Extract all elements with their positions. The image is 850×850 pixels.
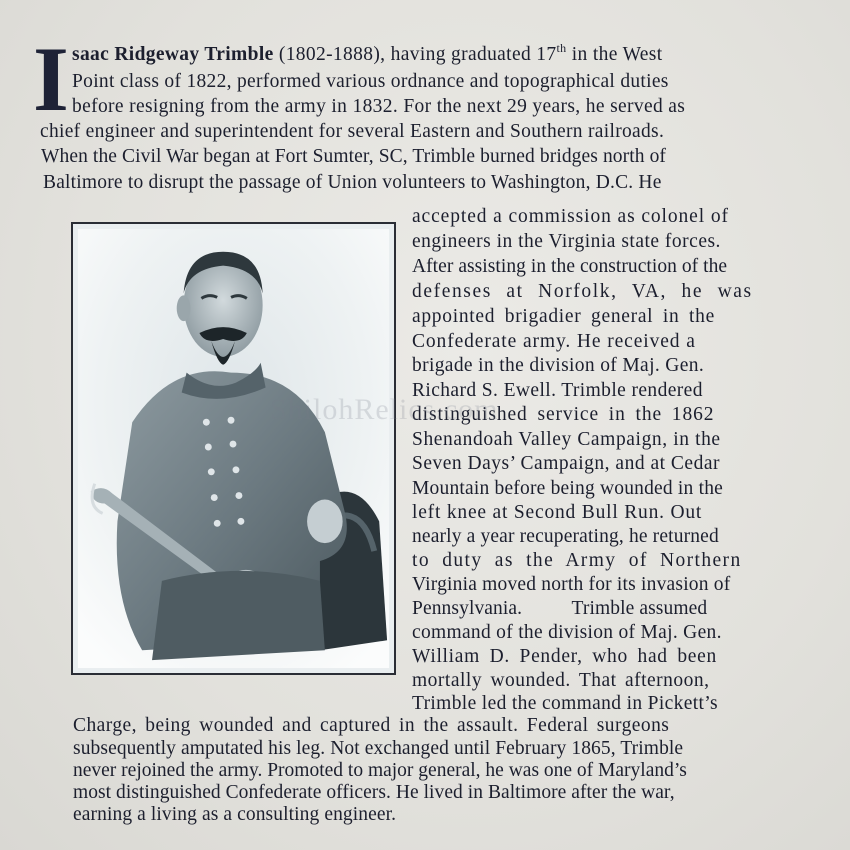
text-line-32: earning a living as a consulting engineer. (73, 804, 397, 825)
text-line-1 (72, 41, 663, 66)
ordinal-suffix: th (556, 41, 567, 55)
text-line-21: to duty as the Army of Northern (412, 550, 742, 571)
text-line-15: distinguished service in the 1862 (412, 404, 715, 425)
text-line-11: appointed brigadier general in the (412, 306, 715, 327)
portrait-photo (71, 222, 396, 675)
text-line-29: subsequently amputated his leg. Not exchanged until February 1865, Trimble (73, 738, 684, 759)
text-line-7: accepted a commission as colonel of (412, 206, 729, 227)
text-line-31: most distinguished Confederate officers. He lived in Baltimore after the war, (73, 782, 675, 803)
text-line-30: never rejoined the army. Promoted to major general, he was one of Maryland’s (73, 760, 687, 781)
text-line-26: mortally wounded. That afternoon, (412, 670, 710, 691)
text-line-19: left knee at Second Bull Run. Out (412, 502, 703, 523)
text-line-5: When the Civil War began at Fort Sumter, SC, Trimble burned bridges north of (41, 146, 667, 167)
text-line-20: nearly a year recuperating, he returned (412, 526, 719, 547)
text-line-17: Seven Days’ Campaign, and at Cedar (412, 453, 720, 474)
text-line-8: engineers in the Virginia state forces. (412, 231, 721, 252)
text-line-14: Richard S. Ewell. Trimble rendered (412, 380, 703, 401)
portrait-photo-icon (73, 224, 394, 673)
watermark: ShilohRelics.com (270, 393, 499, 426)
text-line-22: Virginia moved north for its invasion of (412, 574, 731, 595)
text-line-10: defenses at Norfolk, VA, he was (412, 281, 753, 302)
text-line-25: William D. Pender, who had been (412, 646, 717, 667)
line-1-text: (1802-1888), having graduated 17 (273, 44, 557, 65)
text-line-24: command of the division of Maj. Gen. (412, 622, 722, 643)
text-line-6: Baltimore to disrupt the passage of Union volunteers to Washington, D.C. He (43, 172, 662, 193)
text-line-12: Confederate army. He received a (412, 331, 696, 352)
text-line-23: Pennsylvania. Trimble assumed (412, 598, 708, 619)
text-line-27: Trimble led the command in Pickett’s (412, 693, 718, 714)
drop-cap: I (33, 28, 69, 130)
text-line-18: Mountain before being wounded in the (412, 478, 724, 499)
text-line-13: brigade in the division of Maj. Gen. (412, 355, 705, 376)
subject-name: saac Ridgeway Trimble (72, 44, 274, 65)
text-line-4: chief engineer and superintendent for several Eastern and Southern railroads. (40, 121, 665, 142)
text-line-9: After assisting in the construction of the (412, 256, 728, 277)
text-line-2: Point class of 1822, performed various ordnance and topographical duties (72, 71, 669, 92)
text-line-16: Shenandoah Valley Campaign, in the (412, 429, 721, 450)
line-1-tail: in the West (566, 44, 663, 65)
text-line-28: Charge, being wounded and captured in the assault. Federal surgeons (73, 715, 670, 736)
text-line-3: before resigning from the army in 1832. For the next 29 years, he served as (72, 96, 686, 117)
